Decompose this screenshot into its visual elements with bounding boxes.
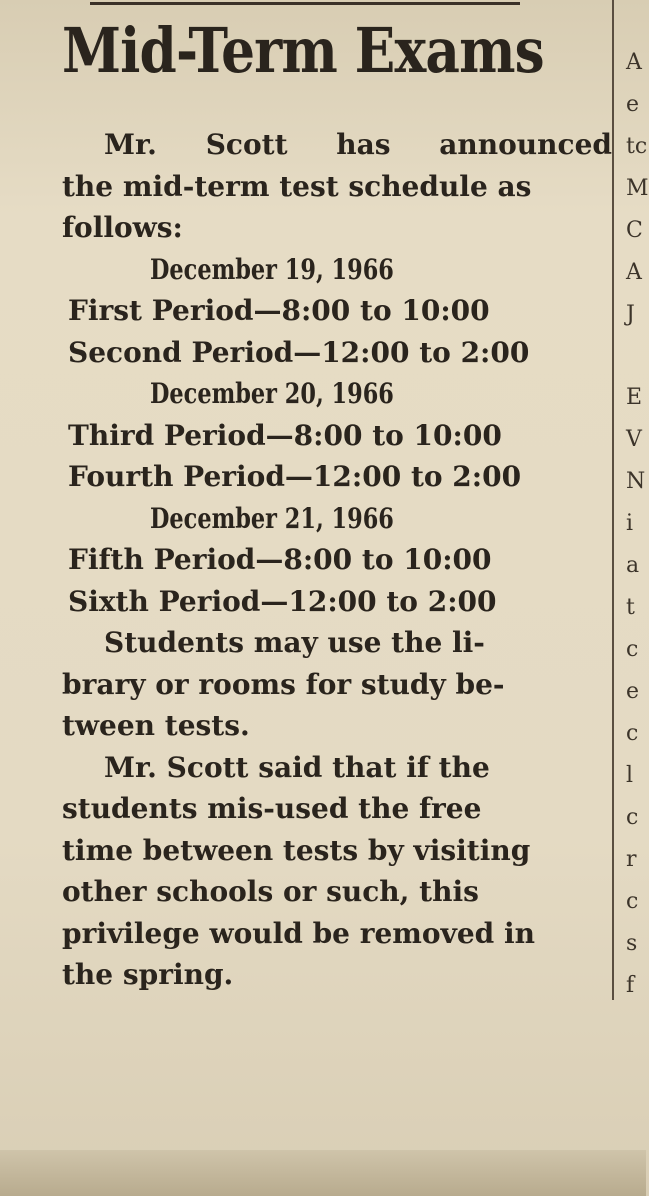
adjacent-letter: a	[626, 553, 640, 578]
column-rule	[612, 0, 614, 1000]
article-line: brary or rooms for study be-	[62, 667, 505, 701]
article-line: time between tests by visiting	[62, 833, 531, 867]
adjacent-letter: s	[626, 931, 638, 956]
adjacent-letter: tc	[626, 134, 648, 159]
adjacent-letter: N	[626, 469, 646, 494]
article-line: the mid-term test schedule as	[62, 169, 532, 203]
adjacent-letter: f	[626, 973, 635, 998]
adjacent-letter: c	[626, 721, 639, 746]
adjacent-letter: E	[626, 385, 643, 410]
article-line: other schools or such, this	[62, 875, 479, 908]
schedule-entry: First Period—8:00 to 10:00	[68, 294, 490, 327]
word: Scott	[205, 128, 288, 161]
adjacent-letter: c	[626, 637, 639, 662]
adjacent-letter: c	[626, 889, 639, 914]
adjacent-letter: e	[626, 679, 640, 704]
adjacent-column-fragment	[622, 0, 649, 1000]
schedule-entry: Fourth Period—12:00 to 2:00	[68, 460, 522, 493]
headline: Mid-Term Exams	[62, 14, 544, 87]
top-rule	[90, 2, 520, 11]
article-line: tween tests.	[62, 709, 250, 742]
schedule-entry: Fifth Period—8:00 to 10:00	[68, 543, 492, 576]
schedule-entry: Second Period—12:00 to 2:00	[68, 335, 530, 369]
article-body	[62, 124, 612, 996]
adjacent-letter: c	[626, 805, 639, 830]
word: Mr.	[104, 128, 157, 161]
schedule-date: December 19, 1966	[150, 252, 394, 286]
article-line: follows:	[62, 211, 183, 244]
adjacent-letter: M	[626, 176, 649, 201]
adjacent-letter: r	[626, 847, 637, 872]
adjacent-letter: V	[626, 427, 642, 452]
adjacent-letter: J	[626, 302, 635, 327]
adjacent-letter: i	[626, 511, 634, 536]
adjacent-letter: l	[626, 763, 634, 788]
adjacent-letter: A	[626, 260, 642, 285]
article-line: privilege would be removed in	[62, 916, 535, 950]
schedule-date: December 21, 1966	[150, 501, 394, 535]
word: announced	[439, 128, 612, 161]
article-line: Mr. Scott said that if the	[104, 750, 490, 784]
schedule-entry: Third Period—8:00 to 10:00	[68, 418, 502, 452]
word: has	[336, 128, 391, 161]
article-line	[62, 124, 612, 166]
article-line: the spring.	[62, 958, 234, 991]
article-line: students mis-used the free	[62, 792, 482, 825]
article-line: Students may use the li-	[104, 626, 485, 659]
page-bottom-edge	[0, 1150, 646, 1196]
schedule-date: December 20, 1966	[150, 377, 394, 410]
adjacent-letter: C	[626, 218, 643, 243]
adjacent-letter: t	[626, 595, 635, 620]
schedule-entry: Sixth Period—12:00 to 2:00	[68, 584, 497, 618]
adjacent-letter: A	[626, 50, 642, 75]
adjacent-letter: e	[626, 92, 640, 117]
